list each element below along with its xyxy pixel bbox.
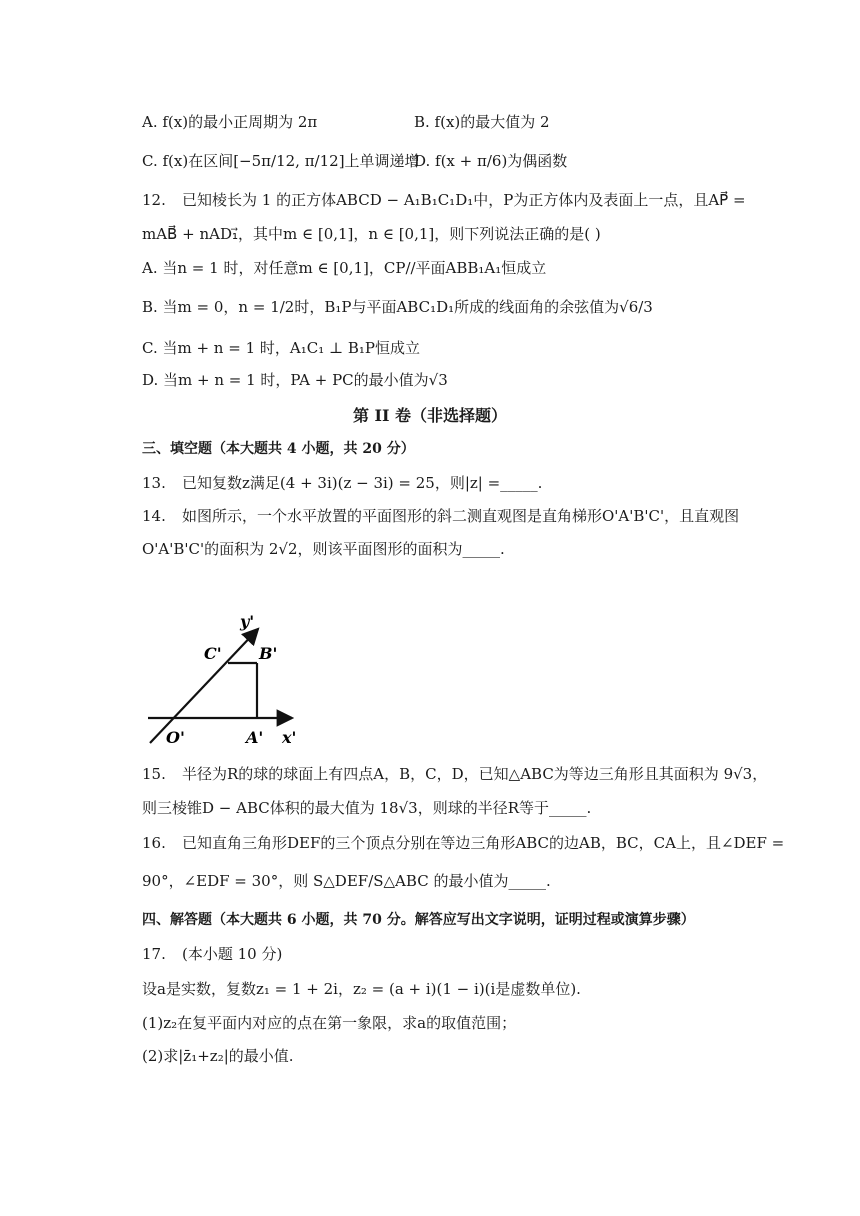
section4-header: 四、解答题（本大题共 6 小题，共 70 分。解答应写出文字说明，证明过程或演算步骤）	[142, 912, 695, 928]
label-b: B'	[259, 644, 278, 663]
question-number: 15.	[142, 765, 166, 783]
q13	[142, 472, 542, 494]
label-o: O'	[166, 728, 185, 747]
label-a: A'	[246, 728, 264, 747]
q16-stem-line1: 已知直角三角形DEF的三个顶点分别在等边三角形ABC的边AB，BC，CA上，且∠DEF =	[182, 834, 785, 852]
q14-line1	[142, 505, 739, 527]
q12-option-d: D. 当m + n = 1 时，PA + PC的最小值为√3	[142, 371, 448, 389]
q17-points: (本小题 10 分)	[182, 945, 283, 963]
q15-stem-line1: 半径为R的球的球面上有四点A，B，C，D，已知△ABC为等边三角形且其面积为 9√3，	[182, 765, 768, 783]
q14-stem-line1: 如图所示，一个水平放置的平面图形的斜二测直观图是直角梯形O'A'B'C'，且直观图	[182, 507, 740, 525]
section3-header: 三、填空题（本大题共 4 小题，共 20 分）	[142, 441, 415, 457]
q11-option-c: C. f(x)在区间[−5π/12, π/12]上单调递增	[142, 152, 420, 170]
question-number: 17.	[142, 945, 166, 963]
q12-option-a: A. 当n = 1 时，对任意m ∈ [0,1]，CP//平面ABB₁A₁恒成立	[142, 259, 547, 277]
q13-stem: 已知复数z满足(4 + 3i)(z − 3i) = 25，则|z| =_____.	[182, 474, 543, 492]
q15-line1	[142, 763, 767, 785]
question-number: 12.	[142, 191, 166, 209]
q17-title	[142, 943, 282, 965]
q12-line1	[142, 189, 746, 211]
part2-title: 第 II 卷（非选择题）	[352, 406, 508, 425]
q11-option-d: D. f(x + π/6)为偶函数	[414, 152, 568, 170]
label-y: y'	[240, 612, 255, 631]
q17-stem: 设a是实数，复数z₁ = 1 + 2i，z₂ = (a + i)(1 − i)(i是虚数单位).	[142, 980, 581, 998]
q14-line2: O'A'B'C'的面积为 2√2，则该平面图形的面积为_____.	[142, 540, 505, 558]
q17-part1: (1)z₂在复平面内对应的点在第一象限，求a的取值范围；	[142, 1014, 517, 1032]
q11-option-b: B. f(x)的最大值为 2	[414, 113, 550, 131]
q17-part2: (2)求|z̄₁+z₂|的最小值.	[142, 1047, 294, 1065]
question-number: 14.	[142, 507, 166, 525]
q11-option-a: A. f(x)的最小正周期为 2π	[142, 113, 318, 131]
q12-line2: mAB⃗ + nAD₁⃗，其中m ∈ [0,1]，n ∈ [0,1]，则下列说法正确的是( )	[142, 225, 601, 243]
question-number: 13.	[142, 474, 166, 492]
q12-option-b: B. 当m = 0，n = 1/2时，B₁P与平面ABC₁D₁所成的线面角的余弦值为√6/3	[142, 298, 653, 316]
q16-line2: 90°，∠EDF = 30°，则 S△DEF/S△ABC 的最小值为_____.	[142, 872, 551, 890]
question-number: 16.	[142, 834, 166, 852]
q14-figure	[140, 605, 310, 750]
label-x: x'	[282, 728, 297, 747]
q12-option-c: C. 当m + n = 1 时，A₁C₁ ⊥ B₁P恒成立	[142, 339, 420, 357]
label-c: C'	[204, 644, 222, 663]
q15-line2: 则三棱锥D − ABC体积的最大值为 18√3，则球的半径R等于_____.	[142, 799, 592, 817]
q12-stem-line1: 已知棱长为 1 的正方体ABCD − A₁B₁C₁D₁中，P为正方体内及表面上一点，且AP⃗ =	[182, 191, 746, 209]
q16-line1	[142, 832, 784, 854]
